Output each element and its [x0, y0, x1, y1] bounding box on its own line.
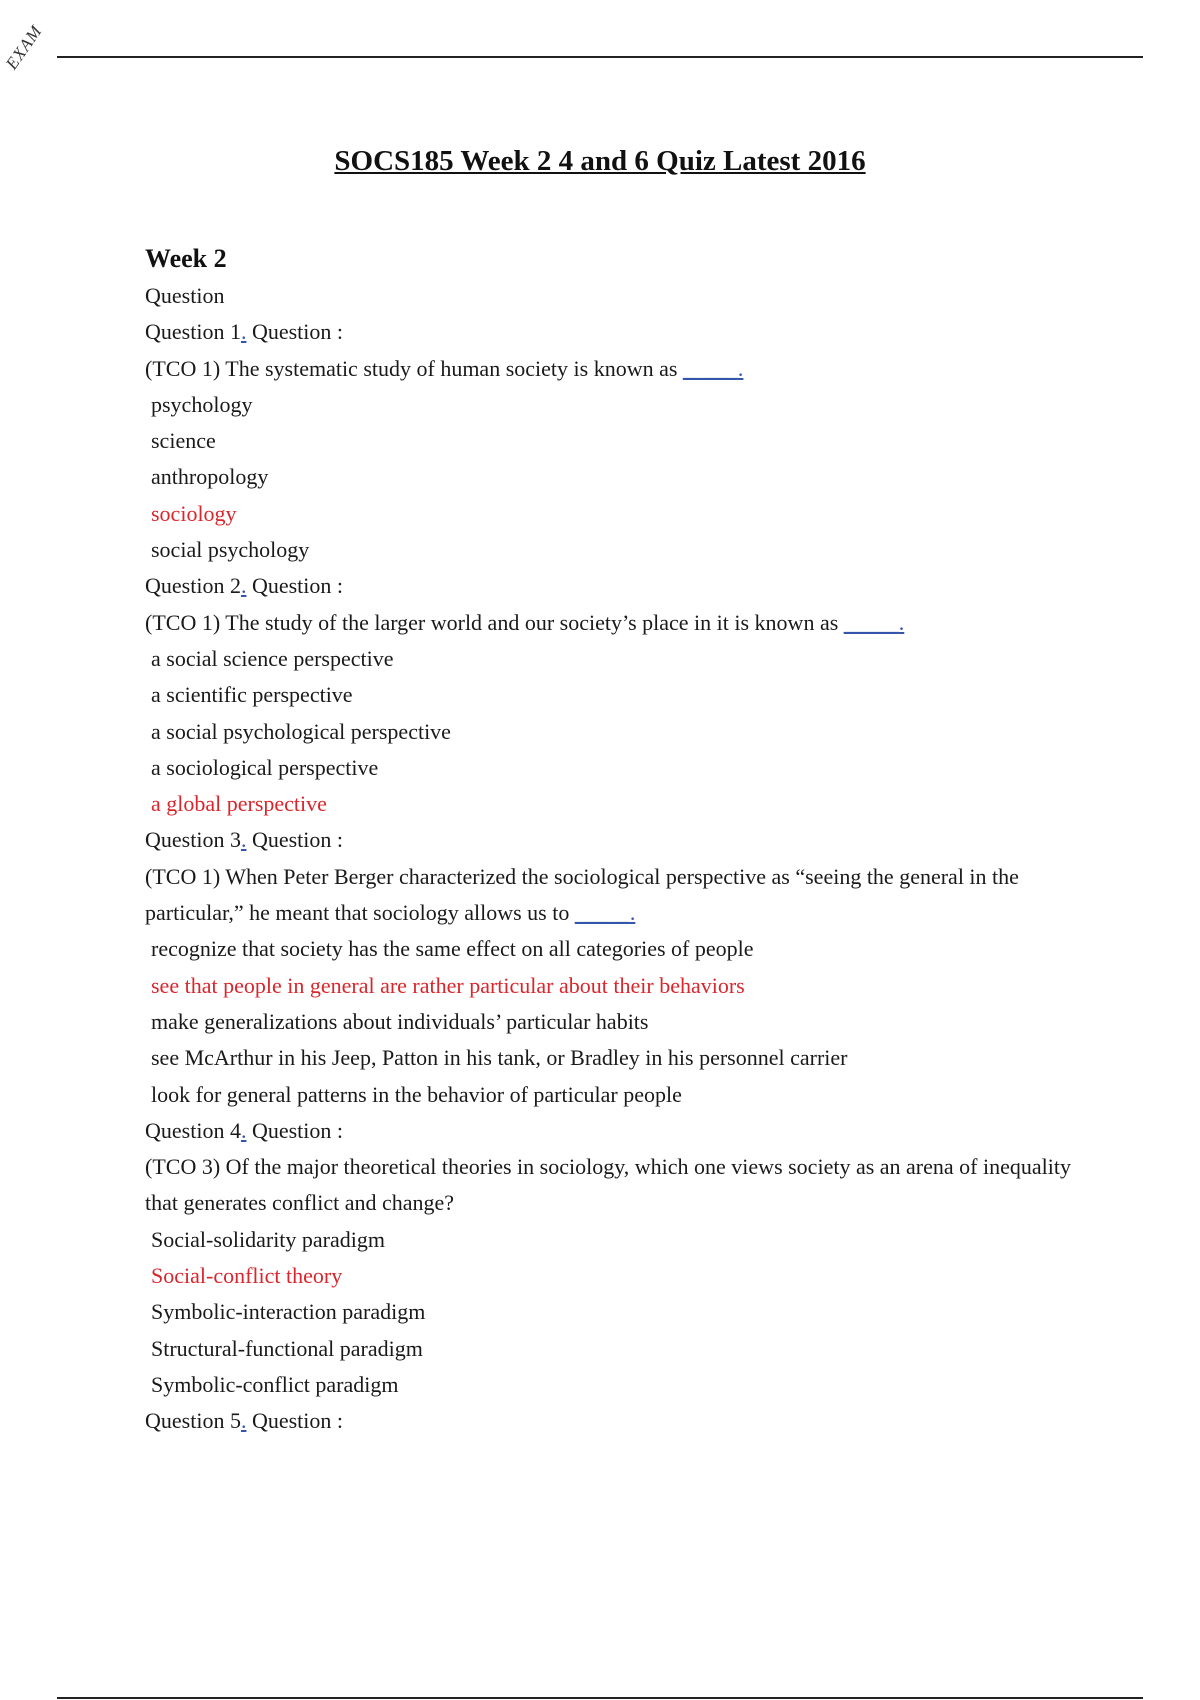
option-3-e: look for general patterns in the behavior of particular people [151, 1081, 682, 1107]
option-4-c: Symbolic-interaction paradigm [151, 1299, 426, 1325]
option-2-b: a scientific perspective [151, 682, 353, 708]
prompt-text: (TCO 1) The systematic study of human society is known as [145, 355, 683, 381]
question-suffix: Question : [246, 319, 344, 345]
question-number: Question 1 [145, 319, 241, 345]
option-3-d: see McArthur in his Jeep, Patton in his tank, or Bradley in his personnel carrier [151, 1045, 848, 1071]
answer-blank[interactable]: _____. [574, 900, 636, 926]
option-3-c: make generalizations about individuals’ particular habits [151, 1008, 649, 1034]
question-prompt-1 [145, 351, 1075, 387]
question-prompt-2 [145, 605, 1075, 641]
question-number: Question 4 [145, 1117, 241, 1143]
question-anchor-link[interactable]: . [240, 1117, 247, 1143]
option-4-a: Social-solidarity paradigm [151, 1226, 385, 1252]
answer-blank[interactable]: _____. [682, 355, 744, 381]
exam-watermark: EXAM [2, 21, 46, 73]
option-4-e: Symbolic-conflict paradigm [151, 1371, 399, 1397]
option-3-a: recognize that society has the same effect on all categories of people [151, 936, 754, 962]
question-anchor-link[interactable]: . [240, 573, 247, 599]
document-body [145, 240, 1075, 1440]
question-anchor-link[interactable]: . [240, 319, 247, 345]
week-heading: Week 2 [145, 244, 227, 273]
question-header-4 [145, 1113, 1075, 1149]
question-anchor-link[interactable]: . [240, 1408, 247, 1434]
option-2-c: a social psychological perspective [151, 718, 451, 744]
question-prompt-3 [145, 859, 1075, 932]
prompt-text: (TCO 1) The study of the larger world and our society’s place in it is known as [145, 609, 844, 635]
option-4-d: Structural-functional paradigm [151, 1335, 423, 1361]
option-4-b-correct: Social-conflict theory [151, 1263, 343, 1289]
question-number: Question 2 [145, 573, 241, 599]
question-header-1 [145, 314, 1075, 350]
question-header-3 [145, 822, 1075, 858]
header-rule [57, 56, 1143, 58]
prompt-text: (TCO 1) When Peter Berger characterized the sociological perspective as “seeing the general in the particular,” he meant that sociology allows us to [145, 863, 1019, 926]
question-header-5 [145, 1403, 1075, 1439]
question-header-2 [145, 568, 1075, 604]
option-1-a: psychology [151, 391, 253, 417]
option-2-a: a social science perspective [151, 645, 394, 671]
option-2-e-correct: a global perspective [151, 791, 327, 817]
question-prompt-4: (TCO 3) Of the major theoretical theories in sociology, which one views society as an arena of inequality that generates conflict and change? [145, 1154, 1071, 1216]
option-2-d: a sociological perspective [151, 754, 379, 780]
option-3-b-correct: see that people in general are rather particular about their behaviors [151, 972, 745, 998]
answer-blank[interactable]: _____. [843, 609, 905, 635]
question-suffix: Question : [246, 1408, 344, 1434]
section-label: Question [145, 283, 225, 308]
document-title: SOCS185 Week 2 4 and 6 Quiz Latest 2016 [334, 145, 866, 177]
question-anchor-link[interactable]: . [240, 827, 247, 853]
question-suffix: Question : [246, 1117, 344, 1143]
question-number: Question 3 [145, 827, 241, 853]
option-1-e: social psychology [151, 537, 310, 563]
option-1-c: anthropology [151, 464, 269, 490]
question-suffix: Question : [246, 827, 344, 853]
option-1-d-correct: sociology [151, 500, 237, 526]
question-number: Question 5 [145, 1408, 241, 1434]
question-suffix: Question : [246, 573, 344, 599]
option-1-b: science [151, 428, 216, 454]
footer-rule [57, 1697, 1143, 1699]
